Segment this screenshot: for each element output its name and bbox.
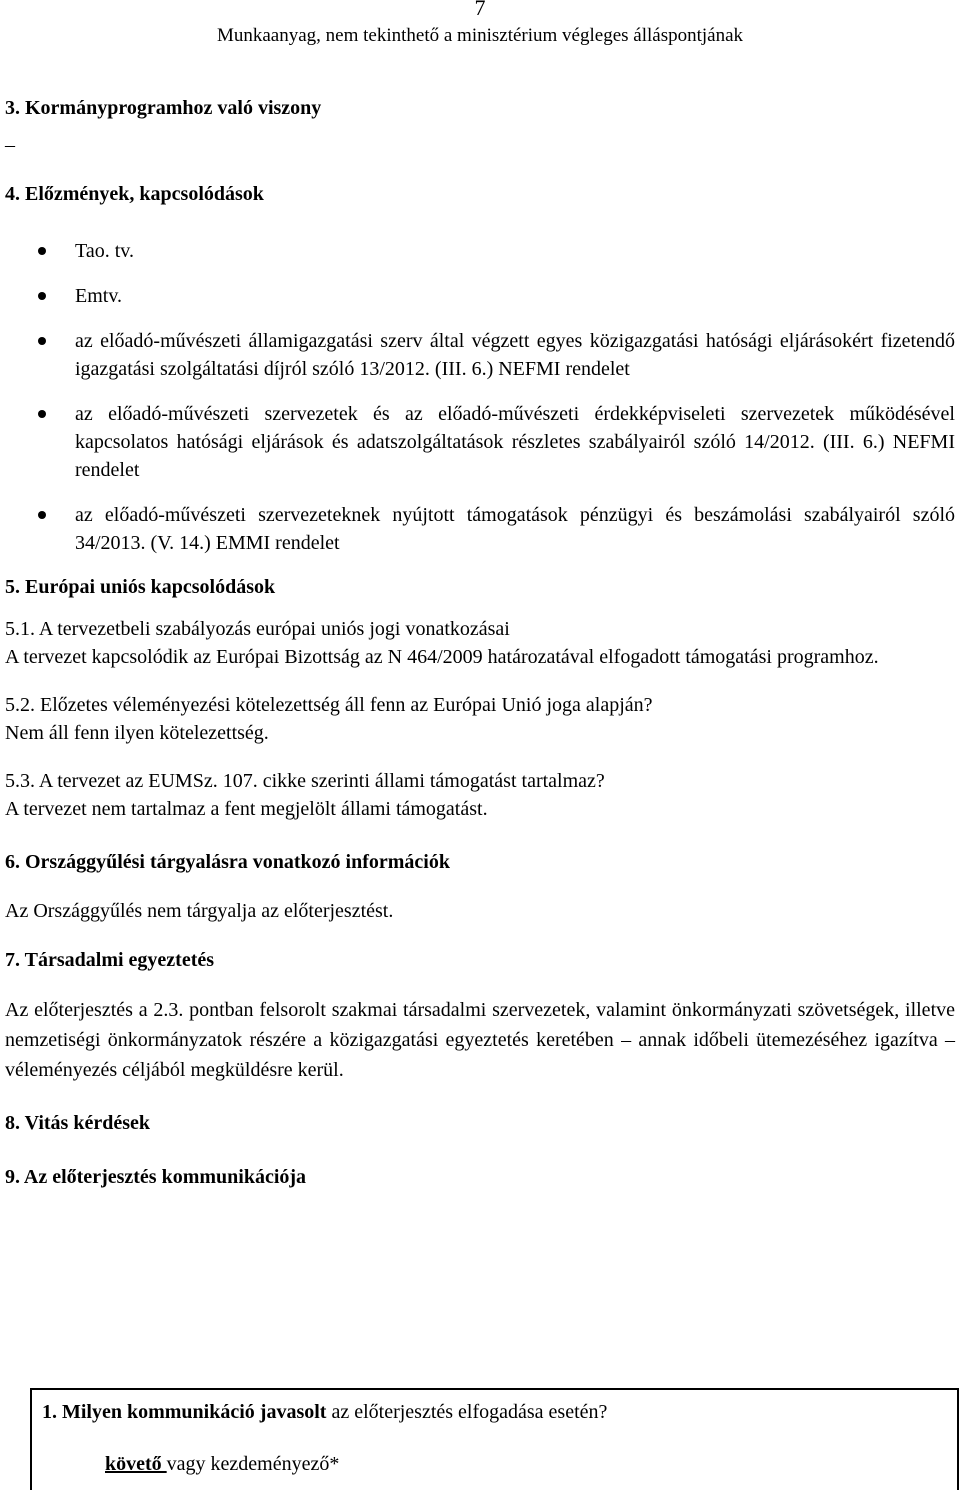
bullet-icon: [38, 292, 46, 300]
section-3-dash: –: [5, 134, 15, 156]
section-5-3-title: 5.3. A tervezet az EUMSz. 107. cikke szerinti állami támogatást tartalmaz?: [5, 770, 605, 792]
section-5-3-text: A tervezet nem tartalmaz a fent megjelölt állami támogatást.: [5, 798, 488, 820]
communication-box: [30, 1388, 959, 1490]
section-5-1-title: 5.1. A tervezetbeli szabályozás európai uniós jogi vonatkozásai: [5, 618, 510, 640]
list-item: Emtv.: [5, 282, 955, 310]
page-number: 7: [474, 0, 486, 20]
section-4-heading: 4. Előzmények, kapcsolódások: [5, 183, 264, 205]
communication-question: 1. Milyen kommunikáció javasolt az előterjesztés elfogadása esetén?: [42, 1401, 608, 1423]
section-7-heading: 7. Társadalmi egyeztetés: [5, 949, 215, 971]
document-body: [5, 94, 955, 1191]
section-5-2-text: Nem áll fenn ilyen kötelezettség.: [5, 722, 269, 744]
section-8-heading: 8. Vitás kérdések: [5, 1112, 150, 1134]
section-5-heading: 5. Európai uniós kapcsolódások: [5, 576, 276, 598]
section-6-heading: 6. Országgyűlési tárgyalásra vonatkozó információk: [5, 851, 450, 873]
communication-answer: követő vagy kezdeményező*: [105, 1453, 340, 1475]
bullet-icon: [38, 410, 46, 418]
section-3-heading: 3. Kormányprogramhoz való viszony: [5, 97, 322, 119]
section-6-text: Az Országgyűlés nem tárgyalja az előterjesztést.: [5, 900, 394, 922]
section-7-text: Az előterjesztés a 2.3. pontban felsorolt szakmai társadalmi szervezetek, valamint önkormányzati szövetségek, illetve nemzetiségi önkormányzatok részére a közigazgatási egyeztetés keretében – annak időbeli ütemezéséhez igazítva – véleményezés céljából megküldésre kerül.: [5, 999, 955, 1081]
list-item: az előadó-művészeti államigazgatási szerv által végzett egyes közigazgatási hatósági eljárásokért fizetendő igazgatási szolgáltatási díjról szóló 13/2012. (III. 6.) NEFMI rendelet: [5, 327, 955, 383]
list-item: Tao. tv.: [5, 237, 955, 265]
section-9-heading: 9. Az előterjesztés kommunikációja: [5, 1166, 307, 1188]
section-5-1-text: A tervezet kapcsolódik az Európai Bizottság az N 464/2009 határozatával elfogadott támogatási programhoz.: [5, 646, 879, 668]
bullet-icon: [38, 511, 46, 519]
bullet-icon: [38, 247, 46, 255]
header-note: Munkaanyag, nem tekinthető a minisztérium végleges álláspontjának: [216, 25, 744, 46]
list-item: az előadó-művészeti szervezetek és az előadó-művészeti érdekképviseleti szervezetek működésével kapcsolatos hatósági eljárások és adatszolgáltatások részletes szabályairól szóló 14/2012. (III. 6.) NEFMI rendelet: [5, 400, 955, 484]
bullet-icon: [38, 337, 46, 345]
list-item: az előadó-művészeti szervezeteknek nyújtott támogatások pénzügyi és beszámolási szabályairól szóló 34/2013. (V. 14.) EMMI rendelet: [5, 501, 955, 557]
section-5-2-title: 5.2. Előzetes véleményezési kötelezettség áll fenn az Európai Unió joga alapján?: [5, 694, 653, 716]
section-4-list: [5, 237, 955, 557]
